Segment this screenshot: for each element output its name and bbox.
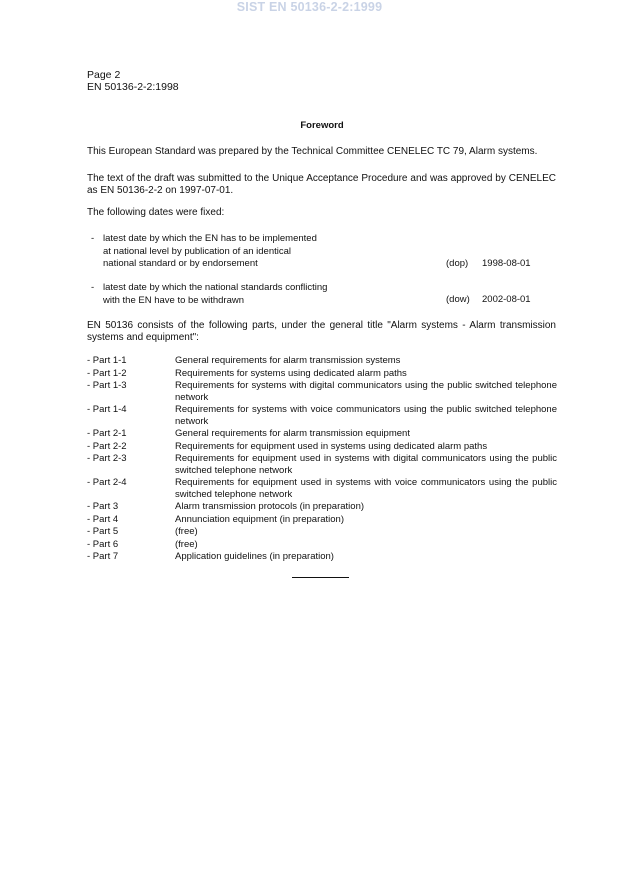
date-line: latest date by which the national standards conflicting xyxy=(103,282,328,293)
part-description: Requirements for systems with voice communicators using the public switched telephone network xyxy=(175,404,557,427)
end-rule xyxy=(292,577,349,578)
part-label: - Part 1-3 xyxy=(87,380,127,391)
page-header xyxy=(87,69,179,93)
part-description: (free) xyxy=(175,538,198,550)
part-label: - Part 2-1 xyxy=(87,428,127,439)
part-description: Requirements for equipment used in systems using dedicated alarm paths xyxy=(175,440,488,452)
list-item xyxy=(87,501,557,513)
date-line: national standard or by endorsement xyxy=(103,258,258,269)
date-line: at national level by publication of an identical xyxy=(103,245,292,257)
part-label: - Part 5 xyxy=(87,526,119,537)
list-item xyxy=(87,441,557,453)
part-description: Requirements for equipment used in systems with digital communicators using the public switched telephone network xyxy=(175,453,557,476)
part-label: - Part 1-1 xyxy=(87,355,127,366)
part-description: Requirements for systems with digital communicators using the public switched telephone network xyxy=(175,380,557,403)
part-label: - Part 1-4 xyxy=(87,404,127,415)
part-description: (free) xyxy=(175,526,198,537)
part-description: Application guidelines (in preparation) xyxy=(175,551,334,562)
list-item xyxy=(87,526,557,538)
dash: - xyxy=(91,233,95,244)
part-label: - Part 3 xyxy=(87,501,119,512)
part-label: - Part 7 xyxy=(87,551,119,562)
date-line: with the EN have to be withdrawn xyxy=(103,294,244,306)
part-label: - Part 2-4 xyxy=(87,477,127,488)
part-description: Requirements for equipment used in systems with voice communicators using the public switched telephone network xyxy=(175,477,557,500)
page-title: Foreword xyxy=(300,120,344,131)
part-label: - Part 2-2 xyxy=(87,440,127,452)
part-label: - Part 2-3 xyxy=(87,453,127,464)
list-item xyxy=(87,428,557,440)
paragraph-dates-intro: The following dates were fixed: xyxy=(87,207,225,218)
paragraph-approval: The text of the draft was submitted to the Unique Acceptance Procedure and was approved by CENELEC as EN 50136-2-2 on 1997-07-01. xyxy=(87,173,556,196)
part-description: Requirements for systems using dedicated alarm paths xyxy=(175,367,407,379)
part-description: General requirements for alarm transmission systems xyxy=(175,355,401,366)
date-code: (dow) xyxy=(446,294,470,305)
date-code: (dop) xyxy=(446,258,469,269)
list-item xyxy=(87,477,557,500)
document-id: EN 50136-2-2:1998 xyxy=(87,81,179,93)
dash: - xyxy=(91,282,95,293)
list-item xyxy=(87,368,557,380)
list-item xyxy=(87,539,557,551)
watermark: SIST EN 50136-2-2:1999 xyxy=(236,0,383,14)
list-item xyxy=(87,551,557,563)
page-number: Page 2 xyxy=(87,69,121,81)
part-label: - Part 6 xyxy=(87,538,119,550)
list-item xyxy=(87,355,557,367)
list-item xyxy=(87,404,557,427)
date-line: latest date by which the EN has to be implemented xyxy=(103,233,317,244)
date-value: 2002-08-01 xyxy=(482,294,531,305)
list-item xyxy=(87,514,557,526)
date-description xyxy=(103,282,433,307)
parts-list xyxy=(87,355,557,564)
date-description xyxy=(103,233,433,271)
part-description: General requirements for alarm transmission equipment xyxy=(175,428,410,439)
part-label: - Part 4 xyxy=(87,513,119,525)
part-description: Alarm transmission protocols (in preparation) xyxy=(175,501,365,512)
paragraph-parts-intro: EN 50136 consists of the following parts, under the general title "Alarm systems - Alarm transmission systems and equipment": xyxy=(87,320,556,343)
paragraph-prepared-by: This European Standard was prepared by the Technical Committee CENELEC TC 79, Alarm systems. xyxy=(87,146,538,157)
list-item xyxy=(87,380,557,403)
date-value: 1998-08-01 xyxy=(482,258,531,269)
part-description: Annunciation equipment (in preparation) xyxy=(175,513,344,525)
list-item xyxy=(87,453,557,476)
part-label: - Part 1-2 xyxy=(87,367,127,379)
